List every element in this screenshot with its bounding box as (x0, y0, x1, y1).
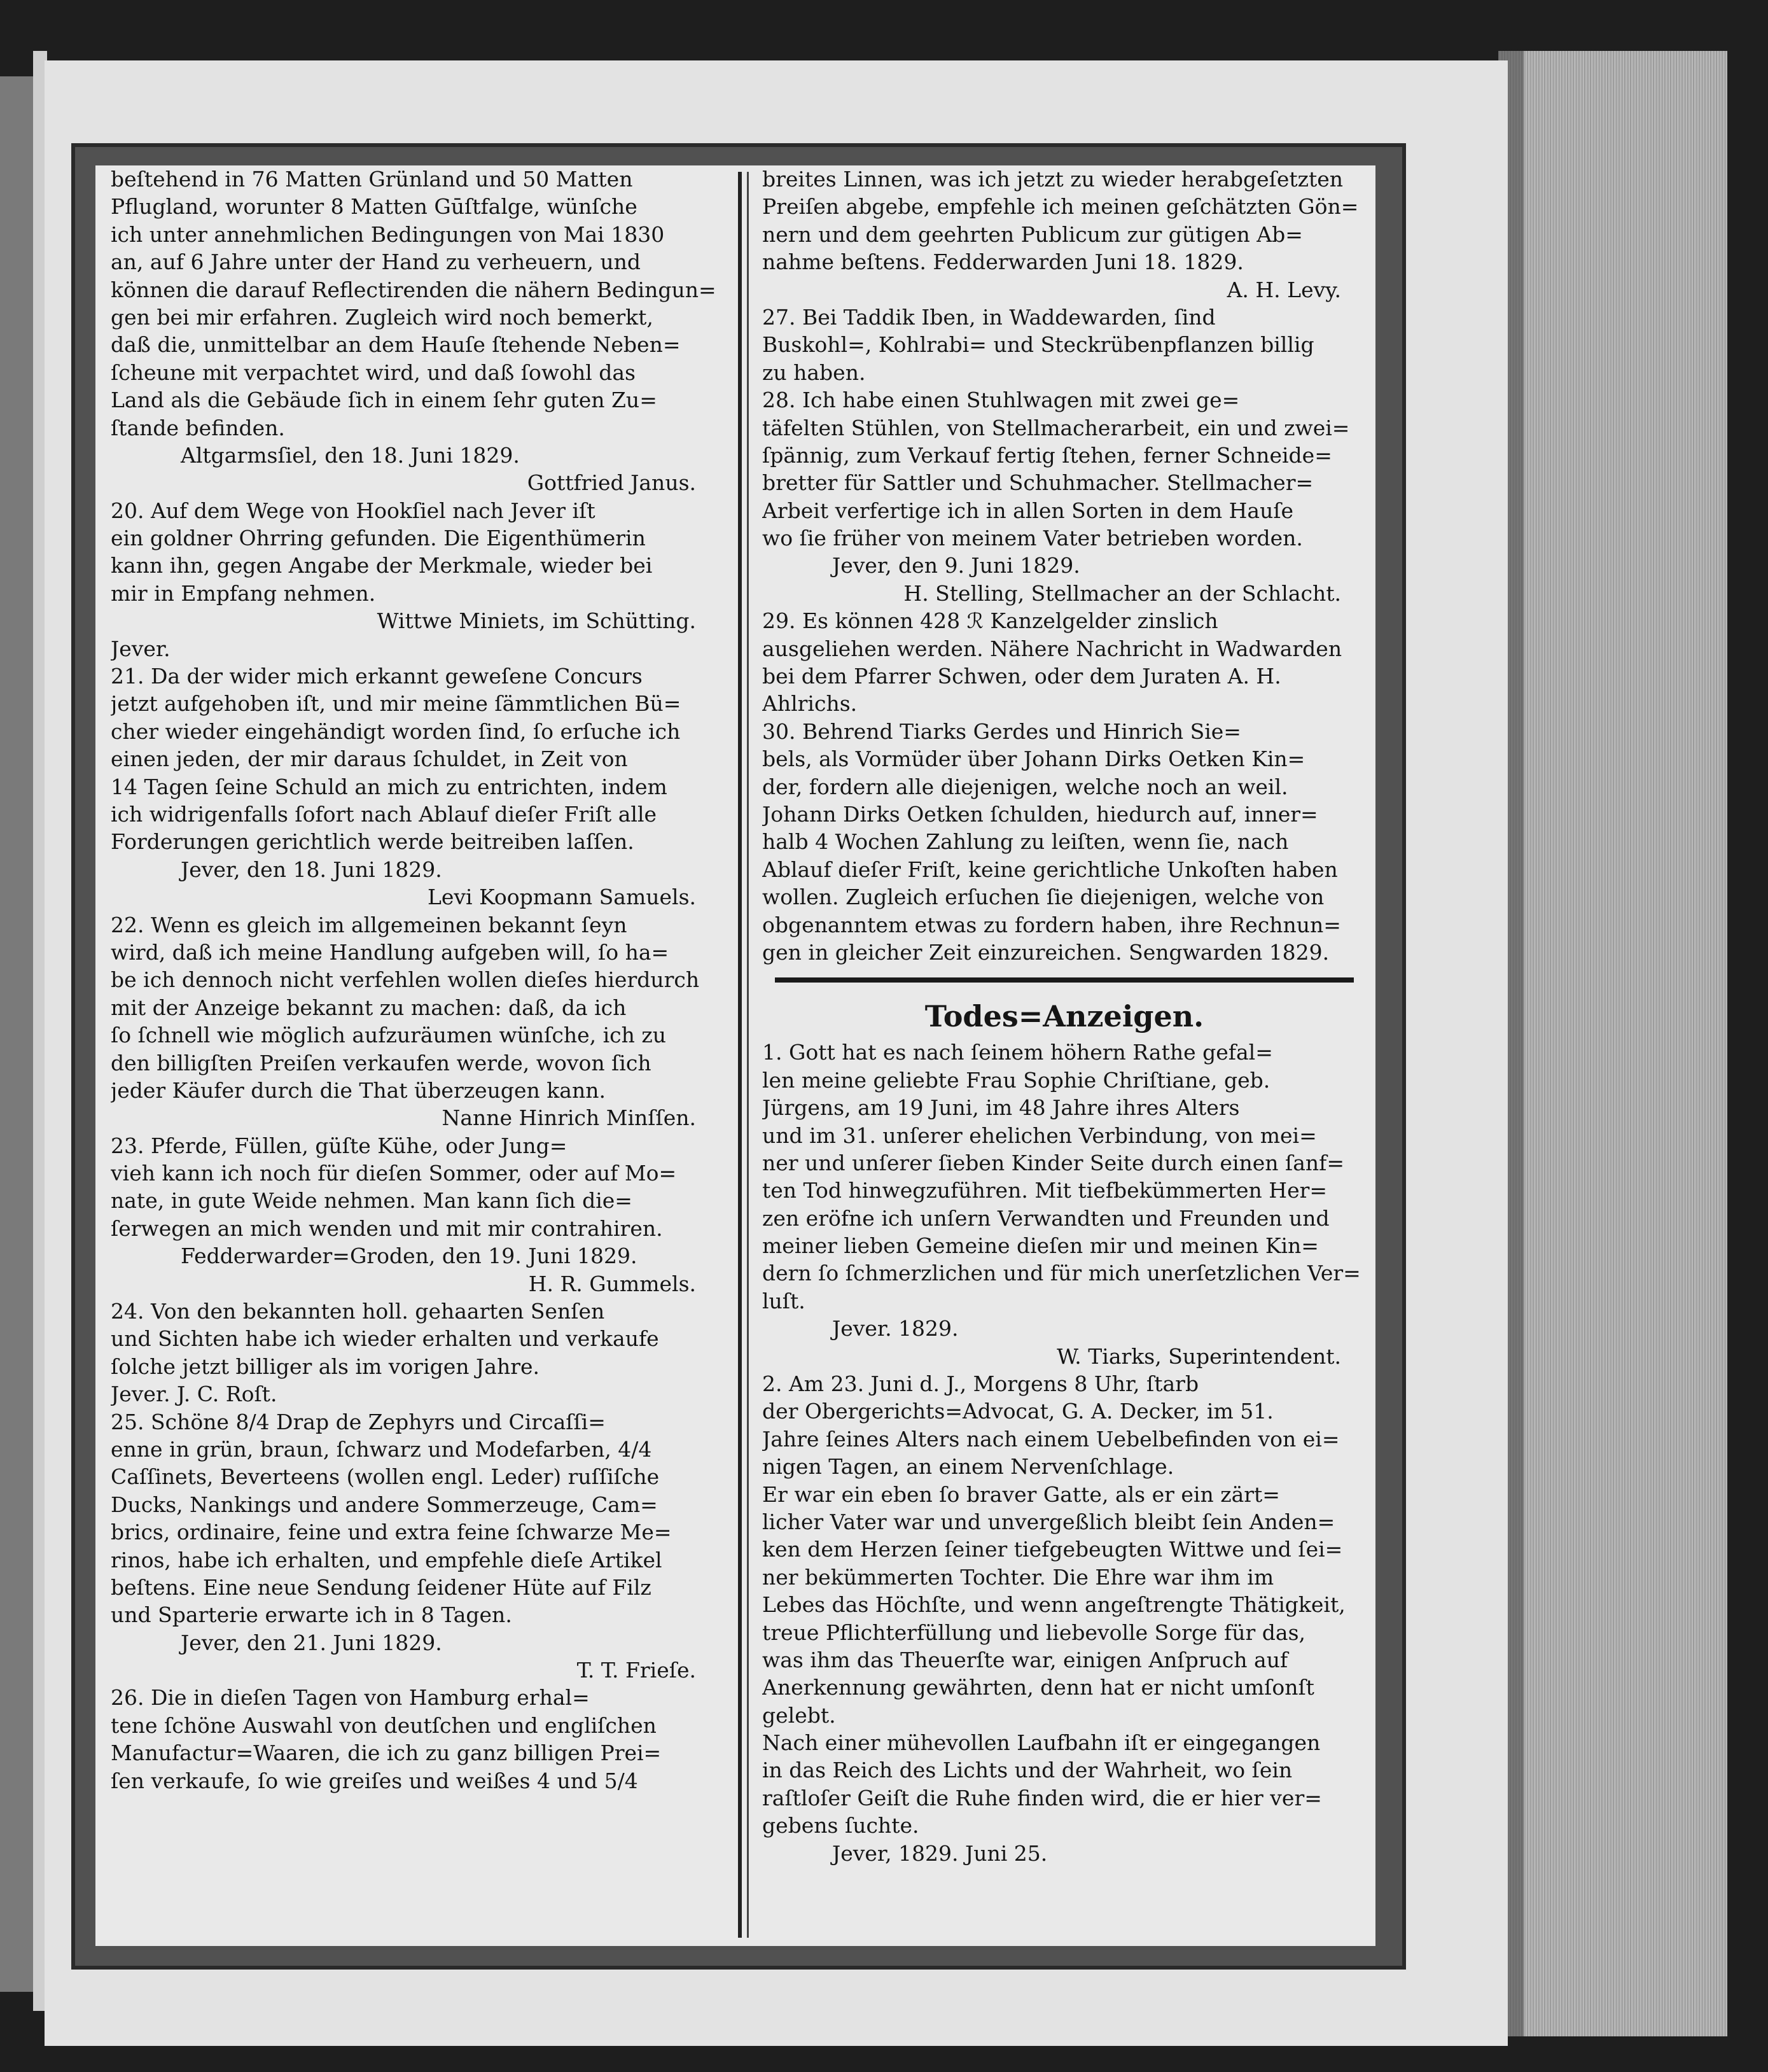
text-line: tene ſchöne Auswahl von deutſchen und engliſchen (111, 1712, 657, 1738)
text-line: den billigſten Preiſen verkaufen werde, wovon ſich (111, 1050, 651, 1075)
text-line: Pflugland, worunter 8 Matten Gūſtfalge, wünſche (111, 194, 637, 220)
text-line: einen jeden, der mir daraus ſchuldet, in Zeit von (111, 746, 628, 772)
text-line: cher wieder eingehändigt worden ſind, ſo erſuche ich (111, 718, 681, 744)
text-line: in das Reich des Lichts und der Wahrheit, wo ſein (762, 1758, 1293, 1783)
section-title: Todes=Anzeigen. (924, 999, 1204, 1034)
text-line: 29. Es können 428 ℛ Kanzelgelder zinslich (762, 608, 1218, 634)
text-line: Anerkennung gewährten, denn hat er nicht umſonſt (762, 1675, 1314, 1700)
text-line: 26. Die in dieſen Tagen von Hamburg erhal= (111, 1685, 590, 1711)
right-column (762, 165, 1367, 1867)
text-line: 20. Auf dem Wege von Hookſiel nach Jever iſt (111, 498, 595, 523)
text-line: 27. Bei Taddik Iben, in Waddewarden, ſind (762, 304, 1216, 330)
text-line: gebens ſuchte. (762, 1813, 919, 1838)
text-line: ken dem Herzen ſeiner tiefgebeugten Wittwe und ſei= (762, 1537, 1343, 1562)
text-line: W. Tiarks, Superintendent. (1057, 1343, 1341, 1369)
column-divider-thin (747, 172, 749, 1938)
text-line: Jürgens, am 19 Juni, im 48 Jahre ihres Alters (762, 1095, 1240, 1121)
right-column-notices (762, 165, 1367, 966)
text-line: was ihm das Theuerſte war, einigen Anſpruch auf (762, 1647, 1288, 1672)
text-line: Jever, den 21. Juni 1829. (181, 1630, 442, 1655)
text-line: ſpännig, zum Verkauf fertig ſtehen, ferner Schneide= (762, 442, 1332, 468)
text-line: und im 31. unſerer ehelichen Verbindung, von mei= (762, 1123, 1317, 1148)
text-line: Johann Dirks Oetken ſchulden, hiedurch auf, inner= (762, 801, 1318, 827)
text-line: Jever, 1829. Juni 25. (832, 1840, 1048, 1866)
text-line: Jever, den 9. Juni 1829. (832, 553, 1080, 578)
text-line: 24. Von den bekannten holl. gehaarten Senſen (111, 1299, 605, 1324)
text-line: ſtande befinden. (111, 415, 285, 440)
text-line: 28. Ich habe einen Stuhlwagen mit zwei ge= (762, 388, 1240, 413)
text-line: bels, als Vormüder über Johann Dirks Oetken Kin= (762, 746, 1305, 772)
text-line: ich unter annehmlichen Bedingungen von Mai 1830 (111, 221, 665, 247)
text-line: Forderungen gerichtlich werde beitreiben laſſen. (111, 829, 634, 855)
text-line: Nanne Hinrich Minſſen. (442, 1105, 696, 1131)
text-line: Arbeit verfertige ich in allen Sorten in dem Hauſe (762, 498, 1294, 523)
text-line: obgenanntem etwas zu fordern haben, ihre Rechnun= (762, 912, 1341, 937)
text-line: ſo ſchnell wie möglich aufzuräumen wünſche, ich zu (111, 1023, 667, 1048)
text-line: beſtehend in 76 Matten Grünland und 50 Matten (111, 167, 633, 192)
text-line: ich widrigenfalls ſofort nach Ablauf dieſer Friſt alle (111, 801, 657, 827)
text-line: ſerwegen an mich wenden und mit mir contrahiren. (111, 1215, 663, 1241)
text-line: Nach einer mühevollen Laufbahn iſt er eingegangen (762, 1730, 1321, 1756)
text-line: nahme beſtens. Fedderwarden Juni 18. 1829. (762, 249, 1244, 275)
text-line: daß die, unmittelbar an dem Hauſe ſtehende Neben= (111, 332, 681, 358)
text-line: wird, daß ich meine Handlung aufgeben will, ſo ha= (111, 939, 669, 965)
text-line: und Sparterie erwarte ich in 8 Tagen. (111, 1602, 512, 1628)
text-line: bretter für Sattler und Schuhmacher. Stellmacher= (762, 470, 1314, 496)
text-line: H. Stelling, Stellmacher an der Schlacht. (903, 580, 1341, 606)
section-rule (775, 977, 1354, 983)
text-line: ten Tod hinwegzuführen. Mit tiefbekümmerten Her= (762, 1178, 1328, 1203)
text-line: Gottfried Janus. (527, 470, 696, 496)
text-line: beſtens. Eine neue Sendung ſeidener Hüte auf Filz (111, 1574, 651, 1600)
text-line: Lebes das Höchſte, und wenn angeſtrengte Thätigkeit, (762, 1592, 1346, 1618)
newspaper-page (45, 60, 1508, 2046)
text-line: der Obergerichts=Advocat, G. A. Decker, im 51. (762, 1399, 1274, 1424)
column-divider (738, 172, 742, 1938)
text-line: H. R. Gummels. (528, 1271, 696, 1296)
text-line: Buskohl=, Kohlrabi= und Steckrübenpflanzen billig (762, 332, 1314, 358)
text-line: meiner lieben Gemeine dieſen mir und meinen Kin= (762, 1233, 1319, 1259)
text-line: ſen verkaufe, ſo wie greiſes und weißes 4 und 5/4 (111, 1768, 638, 1793)
text-line: ein goldner Ohrring gefunden. Die Eigenthümerin (111, 526, 646, 551)
text-line: kann ihn, gegen Angabe der Merkmale, wieder bei (111, 553, 653, 578)
text-line: zen eröfne ich unſern Verwandten und Freunden und (762, 1205, 1330, 1231)
text-line: vieh kann ich noch für dieſen Sommer, oder auf Mo= (111, 1161, 677, 1186)
text-line: enne in grün, braun, ſchwarz und Modefarben, 4/4 (111, 1436, 652, 1462)
text-line: und Sichten habe ich wieder erhalten und verkaufe (111, 1326, 659, 1352)
text-line: Wittwe Miniets, im Schütting. (377, 608, 696, 634)
text-line: A. H. Levy. (1227, 277, 1341, 302)
text-line: len meine geliebte Frau Sophie Chriſtiane, geb. (762, 1067, 1270, 1093)
text-line: nern und dem geehrten Publicum zur gütigen Ab= (762, 221, 1303, 247)
text-line: raſtloſer Geiſt die Ruhe finden wird, die er hier ver= (762, 1785, 1322, 1810)
text-line: Er war ein eben ſo braver Gatte, als er ein zärt= (762, 1481, 1280, 1507)
text-line: halb 4 Wochen Zahlung zu leiſten, wenn ſie, nach (762, 829, 1289, 855)
text-line: Caſſinets, Beverteens (wollen engl. Leder) ruſſiſche (111, 1464, 660, 1490)
text-line: be ich dennoch nicht verfehlen wollen dieſes hierdurch (111, 967, 700, 993)
text-line: 2. Am 23. Juni d. J., Morgens 8 Uhr, ſtarb (762, 1371, 1199, 1397)
text-line: täfelten Stühlen, von Stellmacherarbeit, ein und zwei= (762, 415, 1350, 440)
text-line: der, fordern alle diejenigen, welche noch an weil. (762, 774, 1288, 799)
text-line: gelebt. (762, 1702, 836, 1728)
text-line: Ahlrichs. (762, 691, 858, 717)
text-line: Jahre ſeines Alters nach einem Uebelbefinden von ei= (762, 1426, 1340, 1452)
previous-page-edge (0, 76, 33, 1992)
text-line: ner bekümmerten Tochter. Die Ehre war ihm im (762, 1564, 1274, 1590)
text-line: treue Pflichterfüllung und liebevolle Sorge für das, (762, 1620, 1306, 1645)
text-line: T. T. Frieſe. (576, 1658, 696, 1683)
text-line: ſolche jetzt billiger als im vorigen Jahre. (111, 1354, 539, 1379)
text-line: wo ſie früher von meinem Vater betrieben worden. (762, 526, 1303, 551)
text-line: Preiſen abgebe, empfehle ich meinen geſchätzten Gön= (762, 194, 1359, 220)
text-line: bei dem Pfarrer Schwen, oder dem Juraten A. H. (762, 664, 1281, 689)
text-line: licher Vater war und unvergeßlich bleibt ſein Anden= (762, 1509, 1335, 1534)
text-line: Fedderwarder=Groden, den 19. Juni 1829. (181, 1243, 637, 1269)
text-line: breites Linnen, was ich jetzt zu wieder herabgeſetzten (762, 167, 1344, 192)
text-line: Jever. 1829. (832, 1316, 959, 1341)
text-line: 14 Tagen ſeine Schuld an mich zu entrichten, indem (111, 774, 667, 799)
text-line: jetzt aufgehoben iſt, und mir meine ſämmtlichen Bü= (111, 691, 681, 717)
text-line: 1. Gott hat es nach ſeinem höhern Rathe gefal= (762, 1040, 1273, 1065)
text-line: gen bei mir erfahren. Zugleich wird noch bemerkt, (111, 304, 653, 330)
left-column (111, 165, 721, 1795)
text-line: ſcheune mit verpachtet wird, und daß ſowohl das (111, 360, 636, 385)
text-line: mit der Anzeige bekannt zu machen: daß, da ich (111, 995, 627, 1020)
text-line: 23. Pferde, Füllen, güſte Kühe, oder Jung= (111, 1133, 567, 1158)
text-line: zu haben. (762, 360, 866, 385)
text-line: 25. Schöne 8/4 Drap de Zephyrs und Circaſſi= (111, 1409, 606, 1434)
text-line: luſt. (762, 1288, 805, 1313)
text-line: Ablauf dieſer Friſt, keine gerichtliche Unkoſten haben (762, 857, 1338, 882)
text-line: gen in gleicher Zeit einzureichen. Sengwarden 1829. (762, 939, 1330, 965)
text-line: Land als die Gebäude ſich in einem ſehr guten Zu= (111, 388, 657, 413)
text-line: jeder Käufer durch die That überzeugen kann. (111, 1077, 606, 1103)
text-line: 22. Wenn es gleich im allgemeinen bekannt ſeyn (111, 912, 627, 937)
text-area (95, 165, 1375, 1946)
text-line: Jever, den 18. Juni 1829. (181, 857, 442, 882)
text-line: wollen. Zugleich erſuchen ſie diejenigen, welche von (762, 885, 1325, 910)
text-line: Ducks, Nankings und andere Sommerzeuge, Cam= (111, 1492, 658, 1517)
text-line: Altgarmsſiel, den 18. Juni 1829. (181, 442, 520, 468)
book-page-stack (1498, 51, 1727, 2036)
text-line: nigen Tagen, an einem Nervenſchlage. (762, 1454, 1174, 1480)
text-line: an, auf 6 Jahre unter der Hand zu verheuern, und (111, 249, 641, 275)
text-line: 30. Behrend Tiarks Gerdes und Hinrich Sie= (762, 718, 1241, 744)
text-line: Jever. J. C. Roſt. (111, 1382, 277, 1407)
text-line: rinos, habe ich erhalten, und empfehle dieſe Artikel (111, 1547, 662, 1572)
death-notices (762, 1039, 1367, 1867)
text-line: brics, ordinaire, feine und extra feine ſchwarze Me= (111, 1520, 672, 1545)
text-line: Jever. (111, 636, 171, 661)
text-line: Levi Koopmann Samuels. (427, 885, 696, 910)
text-line: 21. Da der wider mich erkannt geweſene Concurs (111, 664, 643, 689)
text-line: dern ſo ſchmerzlichen und für mich unerſetzlichen Ver= (762, 1261, 1361, 1286)
text-line: nate, in gute Weide nehmen. Man kann ſich die= (111, 1188, 632, 1214)
text-line: können die darauf Reflectirenden die nähern Bedingun= (111, 277, 716, 302)
text-line: ausgeliehen werden. Nähere Nachricht in Wadwarden (762, 636, 1342, 661)
text-line: Manufactur=Waaren, die ich zu ganz billigen Prei= (111, 1740, 662, 1766)
text-line: ner und unſerer ſieben Kinder Seite durch einen ſanf= (762, 1150, 1345, 1175)
text-line: mir in Empfang nehmen. (111, 580, 376, 606)
